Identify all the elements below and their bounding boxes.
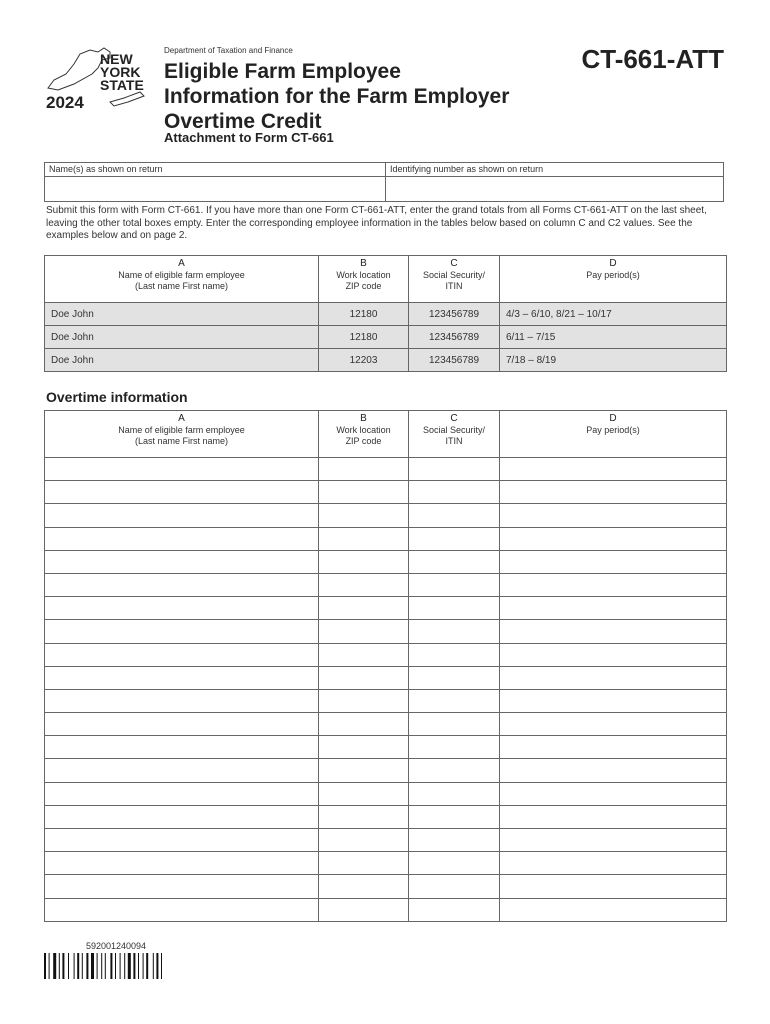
ot-name-input[interactable] <box>45 736 319 759</box>
barcode-bar <box>82 953 83 979</box>
department-name: Department of Taxation and Finance <box>164 46 293 55</box>
ot-pay-period-input[interactable] <box>500 829 727 852</box>
ot-zip-input[interactable] <box>319 782 409 805</box>
ot-name-input[interactable] <box>45 713 319 736</box>
ot-ssn-input[interactable] <box>409 782 500 805</box>
overtime-row <box>45 527 727 550</box>
example-name: Doe John <box>45 349 319 372</box>
barcode-bar <box>143 953 144 979</box>
barcode-bar <box>156 953 158 979</box>
ot-pay-period-input[interactable] <box>500 898 727 921</box>
ot-column-a-letter: A <box>178 413 185 424</box>
column-a-header <box>45 256 319 303</box>
column-a-letter: A <box>178 258 185 269</box>
example-zip: 12203 <box>319 349 409 372</box>
ot-column-c-header <box>409 411 500 458</box>
example-name: Doe John <box>45 303 319 326</box>
example-ssn: 123456789 <box>409 326 500 349</box>
example-row <box>45 326 727 349</box>
column-c-line1: Social Security/ <box>422 269 486 280</box>
identity-box <box>44 162 724 202</box>
example-pay-periods: 4/3 – 6/10, 8/21 – 10/17 <box>500 303 727 326</box>
barcode-bar <box>128 953 131 979</box>
form-number: CT-661-ATT <box>581 44 724 74</box>
ot-ssn-input[interactable] <box>409 573 500 596</box>
ot-zip-input[interactable] <box>319 805 409 828</box>
overtime-row <box>45 736 727 759</box>
ot-zip-input[interactable] <box>319 666 409 689</box>
ot-pay-period-input[interactable] <box>500 875 727 898</box>
ot-zip-input[interactable] <box>319 481 409 504</box>
ot-pay-period-input[interactable] <box>500 504 727 527</box>
overtime-row <box>45 620 727 643</box>
example-header-row <box>45 256 727 303</box>
ot-column-a-header <box>45 411 319 458</box>
barcode-bar <box>86 953 88 979</box>
ot-name-input[interactable] <box>45 597 319 620</box>
overtime-row <box>45 643 727 666</box>
overtime-row <box>45 829 727 852</box>
overtime-row <box>45 597 727 620</box>
overtime-row <box>45 550 727 573</box>
barcode-bar <box>105 953 106 979</box>
ot-zip-input[interactable] <box>319 759 409 782</box>
overtime-row <box>45 852 727 875</box>
ot-name-input[interactable] <box>45 782 319 805</box>
form-title <box>164 59 509 134</box>
name-label: Name(s) as shown on return <box>49 164 163 174</box>
ot-name-input[interactable] <box>45 458 319 481</box>
example-row <box>45 303 727 326</box>
ot-column-b-line1: Work location <box>336 424 391 435</box>
column-b-line2: ZIP code <box>345 281 382 291</box>
form-subtitle: Attachment to Form CT-661 <box>164 130 334 145</box>
ot-zip-input[interactable] <box>319 573 409 596</box>
ot-pay-period-input[interactable] <box>500 805 727 828</box>
barcode <box>44 953 194 979</box>
ot-ssn-input[interactable] <box>409 689 500 712</box>
ot-zip-input[interactable] <box>319 898 409 921</box>
barcode-bar <box>124 953 125 979</box>
ot-zip-input[interactable] <box>319 643 409 666</box>
overtime-row <box>45 898 727 921</box>
column-c-header <box>409 256 500 303</box>
ot-column-a-line2: (Last name First name) <box>134 436 229 446</box>
column-a-line1: Name of eligible farm employee <box>118 269 245 280</box>
ot-ssn-input[interactable] <box>409 829 500 852</box>
ot-ssn-input[interactable] <box>409 898 500 921</box>
ot-name-input[interactable] <box>45 759 319 782</box>
column-b-line1: Work location <box>336 269 391 280</box>
ot-column-c-line1: Social Security/ <box>422 424 486 435</box>
ot-zip-input[interactable] <box>319 527 409 550</box>
ot-ssn-input[interactable] <box>409 597 500 620</box>
barcode-bar <box>74 953 75 979</box>
overtime-row <box>45 573 727 596</box>
ot-column-c-letter: C <box>450 413 458 424</box>
example-table <box>44 255 727 372</box>
title-line-3: Overtime Credit <box>164 110 322 133</box>
ot-pay-period-input[interactable] <box>500 713 727 736</box>
ot-ssn-input[interactable] <box>409 643 500 666</box>
ot-column-d-letter: D <box>609 413 617 424</box>
example-ssn: 123456789 <box>409 349 500 372</box>
overtime-header-row <box>45 411 727 458</box>
ot-name-input[interactable] <box>45 504 319 527</box>
ot-ssn-input[interactable] <box>409 620 500 643</box>
id-number-field[interactable] <box>386 163 723 201</box>
state-line-2: YORK <box>100 64 141 80</box>
barcode-bar <box>146 953 148 979</box>
ot-zip-input[interactable] <box>319 458 409 481</box>
ot-name-input[interactable] <box>45 666 319 689</box>
ot-zip-input[interactable] <box>319 550 409 573</box>
ot-zip-input[interactable] <box>319 852 409 875</box>
state-line-3: STATE <box>100 77 144 93</box>
ot-name-input[interactable] <box>45 898 319 921</box>
ot-name-input[interactable] <box>45 527 319 550</box>
ot-pay-period-input[interactable] <box>500 458 727 481</box>
ot-zip-input[interactable] <box>319 504 409 527</box>
barcode-bar <box>49 953 50 979</box>
column-c-letter: C <box>450 258 458 269</box>
ot-column-d-header <box>500 411 727 458</box>
column-d-line1: Pay period(s) <box>586 269 640 280</box>
ot-ssn-input[interactable] <box>409 550 500 573</box>
example-pay-periods: 7/18 – 8/19 <box>500 349 727 372</box>
overtime-row <box>45 689 727 712</box>
ot-ssn-input[interactable] <box>409 759 500 782</box>
form-year: 2024 <box>46 93 84 112</box>
ot-zip-input[interactable] <box>319 829 409 852</box>
barcode-bar <box>77 953 79 979</box>
ot-column-c-line2: ITIN <box>445 436 463 446</box>
overtime-row <box>45 458 727 481</box>
ot-column-d-line1: Pay period(s) <box>586 424 640 435</box>
barcode-bar <box>120 953 121 979</box>
ot-name-input[interactable] <box>45 573 319 596</box>
ot-name-input[interactable] <box>45 550 319 573</box>
example-zip: 12180 <box>319 326 409 349</box>
ot-pay-period-input[interactable] <box>500 597 727 620</box>
ot-name-input[interactable] <box>45 805 319 828</box>
ot-zip-input[interactable] <box>319 689 409 712</box>
ot-ssn-input[interactable] <box>409 527 500 550</box>
column-b-header <box>319 256 409 303</box>
ot-name-input[interactable] <box>45 875 319 898</box>
overtime-row <box>45 782 727 805</box>
overtime-row <box>45 481 727 504</box>
example-pay-periods: 6/11 – 7/15 <box>500 326 727 349</box>
ot-pay-period-input[interactable] <box>500 666 727 689</box>
ot-pay-period-input[interactable] <box>500 689 727 712</box>
ot-pay-period-input[interactable] <box>500 573 727 596</box>
ot-column-a-line1: Name of eligible farm employee <box>118 424 245 435</box>
column-b-letter: B <box>360 258 367 269</box>
ot-column-b-header <box>319 411 409 458</box>
column-d-header <box>500 256 727 303</box>
barcode-bar <box>153 953 154 979</box>
ot-pay-period-input[interactable] <box>500 759 727 782</box>
barcode-bar <box>62 953 64 979</box>
ot-name-input[interactable] <box>45 829 319 852</box>
ot-pay-period-input[interactable] <box>500 481 727 504</box>
example-name: Doe John <box>45 326 319 349</box>
ot-name-input[interactable] <box>45 689 319 712</box>
ot-ssn-input[interactable] <box>409 875 500 898</box>
overtime-row <box>45 805 727 828</box>
overtime-row <box>45 759 727 782</box>
example-zip: 12180 <box>319 303 409 326</box>
ot-zip-input[interactable] <box>319 736 409 759</box>
barcode-bar <box>161 953 162 979</box>
ot-zip-input[interactable] <box>319 597 409 620</box>
ot-ssn-input[interactable] <box>409 852 500 875</box>
ot-zip-input[interactable] <box>319 875 409 898</box>
ot-name-input[interactable] <box>45 481 319 504</box>
form-code: 592001240094 <box>86 941 147 951</box>
barcode-bar <box>110 953 112 979</box>
barcode-bar <box>115 953 116 979</box>
barcode-bar <box>53 953 56 979</box>
ot-ssn-input[interactable] <box>409 713 500 736</box>
ot-pay-period-input[interactable] <box>500 736 727 759</box>
barcode-bar <box>44 953 46 979</box>
ot-name-input[interactable] <box>45 620 319 643</box>
instructions: Submit this form with Form CT-661. If you have more than one Form CT-661-ATT, enter the grand totals from all Forms CT-661-ATT on the last sheet, leaving the other total boxes empty. Enter the corresponding employee information in the tables below based on column C and C2 values. See the examples below and on page 2. <box>46 205 707 241</box>
ot-zip-input[interactable] <box>319 713 409 736</box>
ot-ssn-input[interactable] <box>409 805 500 828</box>
state-line-1: NEW <box>100 51 133 67</box>
ot-column-b-line2: ZIP code <box>345 436 382 446</box>
ot-pay-period-input[interactable] <box>500 550 727 573</box>
barcode-bar <box>59 953 60 979</box>
ot-ssn-input[interactable] <box>409 736 500 759</box>
barcode-bar <box>68 953 69 979</box>
barcode-bar <box>101 953 102 979</box>
overtime-row <box>45 504 727 527</box>
nys-logo <box>44 44 148 116</box>
overtime-table <box>44 410 727 922</box>
ot-pay-period-input[interactable] <box>500 620 727 643</box>
ot-ssn-input[interactable] <box>409 504 500 527</box>
example-ssn: 123456789 <box>409 303 500 326</box>
barcode-bar <box>133 953 135 979</box>
ot-ssn-input[interactable] <box>409 666 500 689</box>
ot-pay-period-input[interactable] <box>500 852 727 875</box>
barcode-bar <box>91 953 94 979</box>
ot-pay-period-input[interactable] <box>500 643 727 666</box>
barcode-bar <box>138 953 139 979</box>
column-d-letter: D <box>609 258 617 269</box>
overtime-row <box>45 713 727 736</box>
id-number-label: Identifying number as shown on return <box>390 164 544 174</box>
ot-name-input[interactable] <box>45 852 319 875</box>
overtime-row <box>45 875 727 898</box>
example-row <box>45 349 727 372</box>
ot-name-input[interactable] <box>45 643 319 666</box>
barcode-bar <box>97 953 98 979</box>
ot-zip-input[interactable] <box>319 620 409 643</box>
overtime-row <box>45 666 727 689</box>
title-line-2: Information for the Farm Employer <box>164 85 510 108</box>
name-field[interactable] <box>45 163 386 201</box>
title-line-1: Eligible Farm Employee <box>164 60 401 83</box>
ot-pay-period-input[interactable] <box>500 782 727 805</box>
column-c-line2: ITIN <box>445 281 463 291</box>
ot-ssn-input[interactable] <box>409 481 500 504</box>
overtime-heading: Overtime information <box>46 389 188 405</box>
ot-ssn-input[interactable] <box>409 458 500 481</box>
ot-column-b-letter: B <box>360 413 367 424</box>
ot-pay-period-input[interactable] <box>500 527 727 550</box>
column-a-line2: (Last name First name) <box>134 281 229 291</box>
